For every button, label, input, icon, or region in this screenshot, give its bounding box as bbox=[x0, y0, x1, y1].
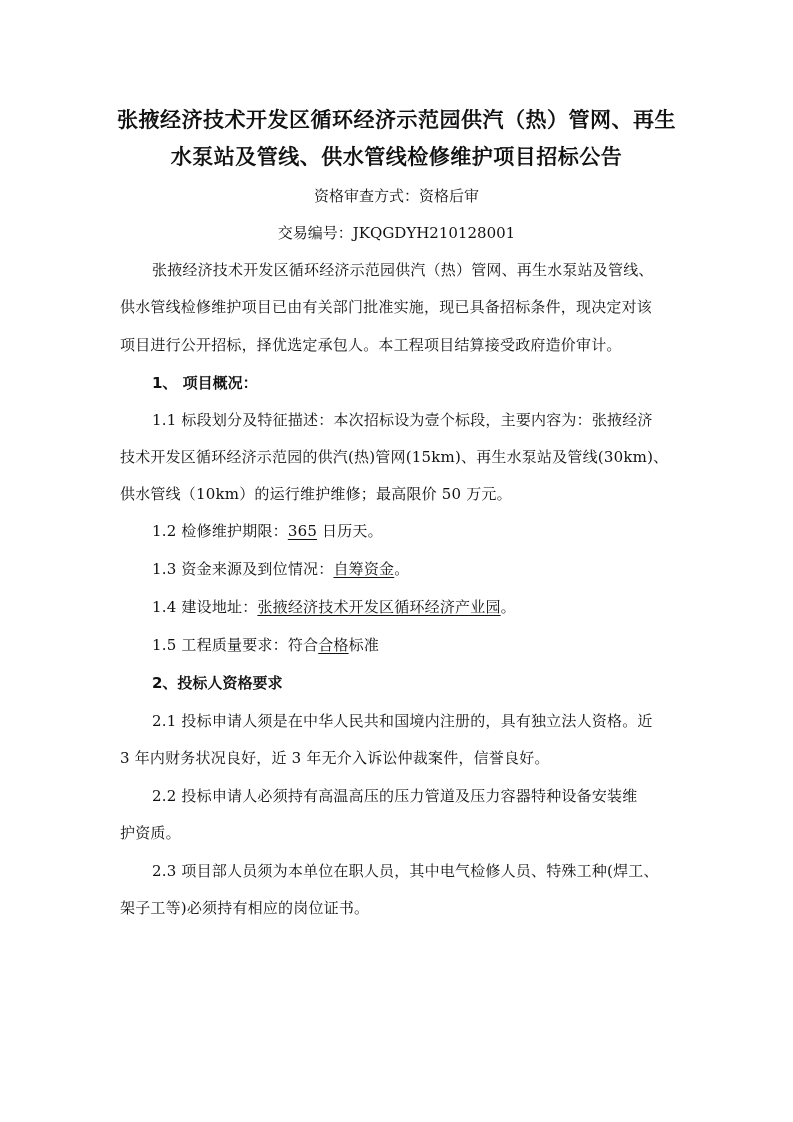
section-1-heading: 1、 项目概况： bbox=[152, 374, 258, 392]
item-1-4 bbox=[152, 596, 516, 618]
item-1-1-line-1: 1.1 标段划分及特征描述：本次招标设为壹个标段，主要内容为：张掖经济 bbox=[152, 411, 653, 429]
item-1-5 bbox=[152, 634, 379, 656]
item-1-1-line-3: 供水管线（10km）的运行维护维修；最高限价 50 万元。 bbox=[120, 485, 512, 503]
item-1-1-line-2: 技术开发区循环经济示范园的供汽(热)管网(15km)、再生水泵站及管线(30km)、 bbox=[120, 448, 669, 466]
item-1-4-suffix: 。 bbox=[500, 598, 516, 616]
item-1-3 bbox=[152, 558, 409, 580]
item-2-3-line-1: 2.3 项目部人员须为本单位在职人员，其中电气检修人员、特殊工种(焊工、 bbox=[152, 862, 659, 880]
intro-line-3: 项目进行公开招标，择优选定承包人。本工程项目结算接受政府造价审计。 bbox=[120, 336, 622, 354]
item-2-1-line-1: 2.1 投标申请人须是在中华人民共和国境内注册的，具有独立法人资格。近 bbox=[152, 712, 653, 730]
item-1-5-suffix: 标准 bbox=[348, 636, 380, 654]
item-1-4-label: 1.4 建设地址： bbox=[152, 598, 258, 616]
intro-line-1: 张掖经济技术开发区循环经济示范园供汽（热）管网、再生水泵站及管线、 bbox=[152, 261, 654, 279]
item-1-2-value: 365 bbox=[287, 522, 318, 540]
item-1-2-suffix: 日历天。 bbox=[317, 522, 383, 540]
item-1-3-value: 自筹资金 bbox=[333, 560, 395, 578]
item-1-2 bbox=[152, 520, 383, 542]
item-1-2-label: 1.2 检修维护期限： bbox=[152, 522, 288, 540]
document-title-line-1: 张掖经济技术开发区循环经济示范园供汽（热）管网、再生 bbox=[117, 108, 676, 132]
item-1-3-label: 1.3 资金来源及到位情况： bbox=[152, 560, 334, 578]
intro-line-2: 供水管线检修维护项目已由有关部门批准实施，现已具备招标条件，现决定对该 bbox=[120, 298, 653, 316]
trade-number: 交易编号：JKQGDYH210128001 bbox=[277, 224, 516, 242]
item-2-1-line-2: 3 年内财务状况良好，近 3 年无介入诉讼仲裁案件，信誉良好。 bbox=[120, 749, 550, 767]
item-1-3-suffix: 。 bbox=[394, 560, 410, 578]
item-1-5-value: 合格 bbox=[318, 636, 349, 654]
item-2-2-line-2: 护资质。 bbox=[120, 824, 181, 842]
section-2-heading: 2、投标人资格要求 bbox=[152, 674, 283, 692]
item-1-5-label: 1.5 工程质量要求：符合 bbox=[152, 636, 319, 654]
item-2-2-line-1: 2.2 投标申请人必须持有高温高压的压力管道及压力容器特种设备安装维 bbox=[152, 787, 638, 805]
review-method: 资格审查方式：资格后审 bbox=[313, 187, 479, 205]
item-1-4-value: 张掖经济技术开发区循环经济产业园 bbox=[257, 598, 501, 616]
item-2-3-line-2: 架子工等)必须持有相应的岗位证书。 bbox=[120, 899, 370, 917]
document-title-line-2: 水泵站及管线、供水管线检修维护项目招标公告 bbox=[170, 145, 623, 169]
